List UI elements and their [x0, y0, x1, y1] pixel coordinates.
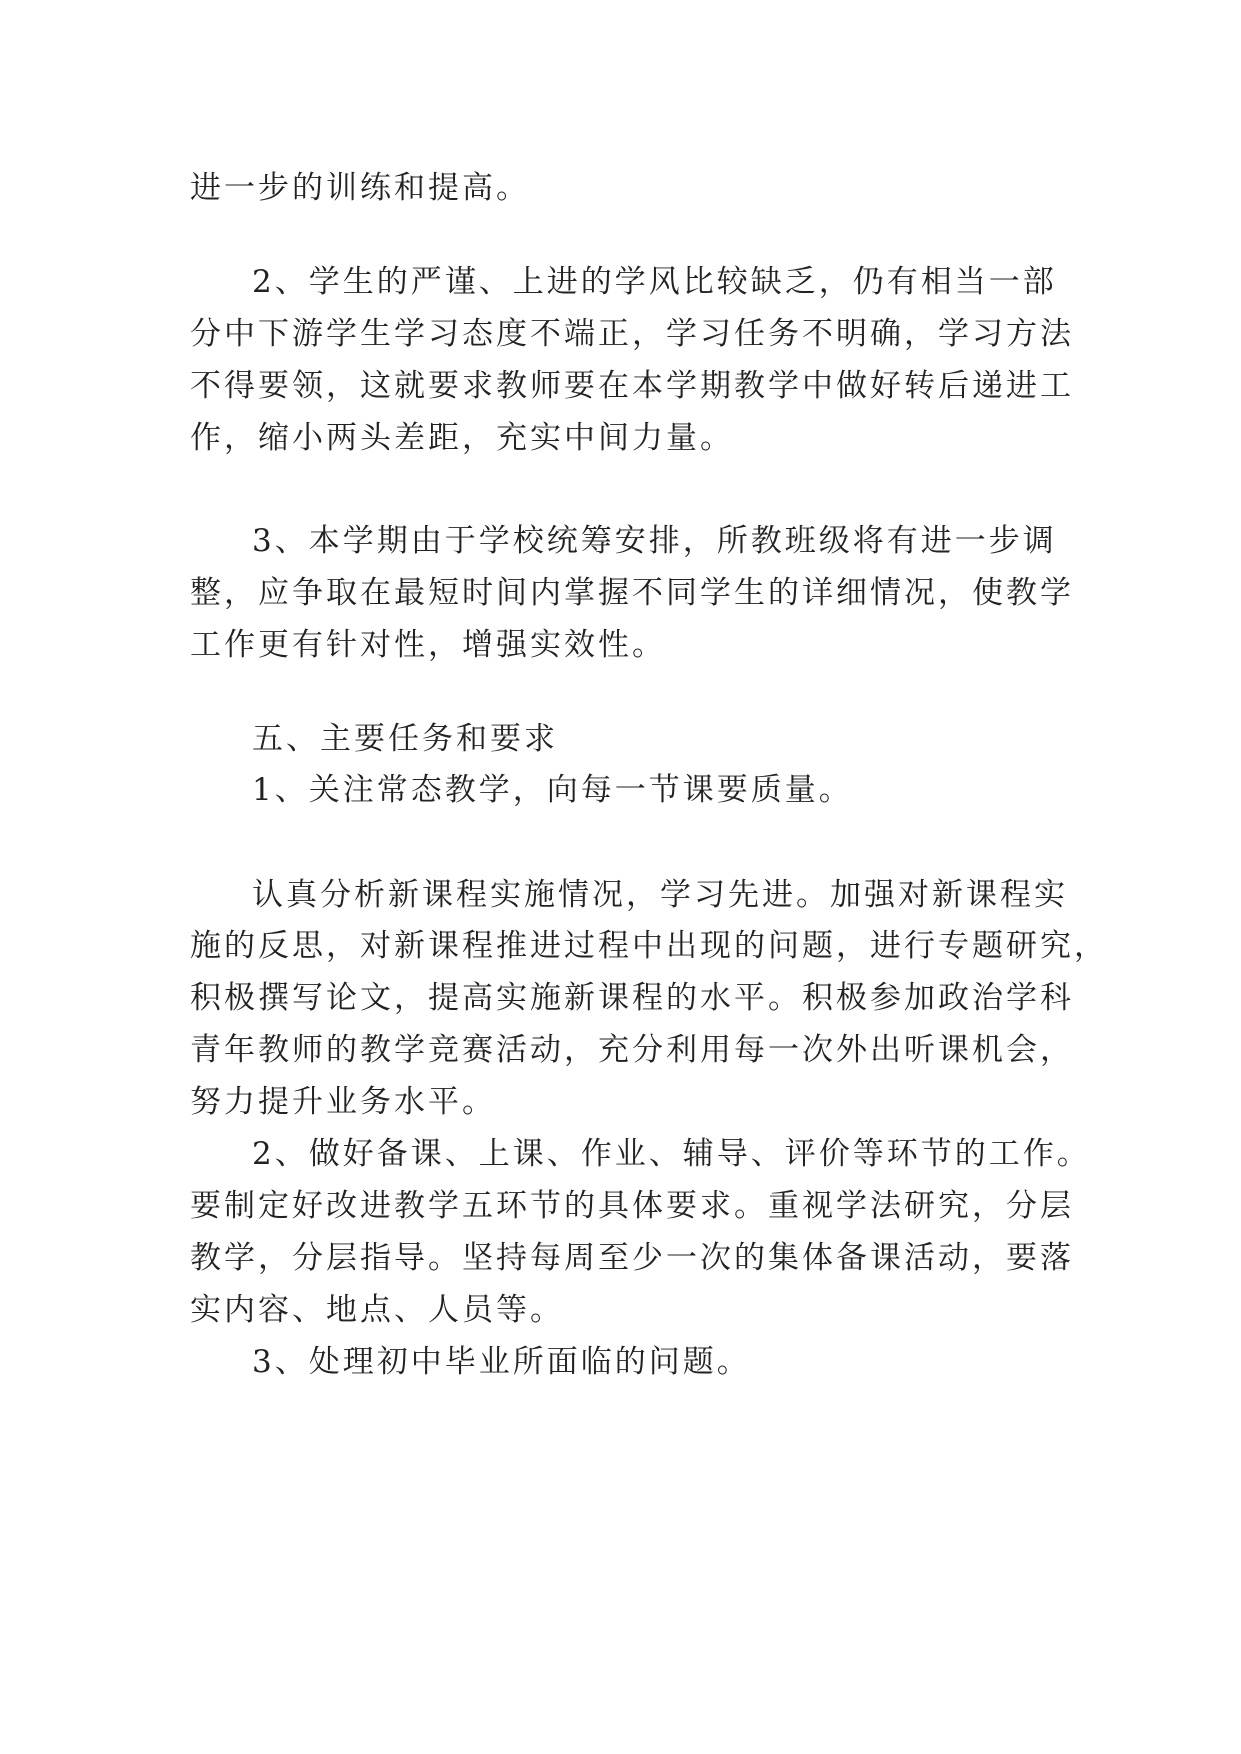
- text-line: 教学，分层指导。坚持每周至少一次的集体备课活动，要落: [190, 1240, 1074, 1276]
- text-line: 作，缩小两头差距，充实中间力量。: [190, 420, 734, 456]
- text-line: 3、本学期由于学校统筹安排，所教班级将有进一步调: [252, 523, 1057, 559]
- text-line: 要制定好改进教学五环节的具体要求。重视学法研究，分层: [190, 1188, 1074, 1224]
- text-line: 实内容、地点、人员等。: [190, 1292, 564, 1328]
- section-heading: 五、主要任务和要求: [252, 721, 558, 757]
- text-line: 认真分析新课程实施情况，学习先进。加强对新课程实: [252, 877, 1068, 913]
- text-line: 青年教师的教学竞赛活动，充分利用每一次外出听课机会，: [190, 1032, 1074, 1068]
- text-line: 1、关注常态教学，向每一节课要质量。: [252, 772, 853, 808]
- text-line: 工作更有针对性，增强实效性。: [190, 627, 666, 663]
- text-line: 进一步的训练和提高。: [190, 170, 530, 206]
- text-line: 积极撰写论文，提高实施新课程的水平。积极参加政治学科: [190, 980, 1074, 1016]
- text-line: 不得要领，这就要求教师要在本学期教学中做好转后递进工: [190, 368, 1074, 404]
- text-line: 整，应争取在最短时间内掌握不同学生的详细情况，使教学: [190, 575, 1074, 611]
- text-line: 3、处理初中毕业所面临的问题。: [252, 1344, 751, 1380]
- text-line: 施的反思，对新课程推进过程中出现的问题，进行专题研究，: [190, 928, 1108, 964]
- text-line: 2、做好备课、上课、作业、辅导、评价等环节的工作。: [252, 1136, 1091, 1172]
- text-line: 分中下游学生学习态度不端正，学习任务不明确，学习方法: [190, 316, 1074, 352]
- text-line: 努力提升业务水平。: [190, 1084, 496, 1120]
- text-line: 2、学生的严谨、上进的学风比较缺乏，仍有相当一部: [252, 264, 1057, 300]
